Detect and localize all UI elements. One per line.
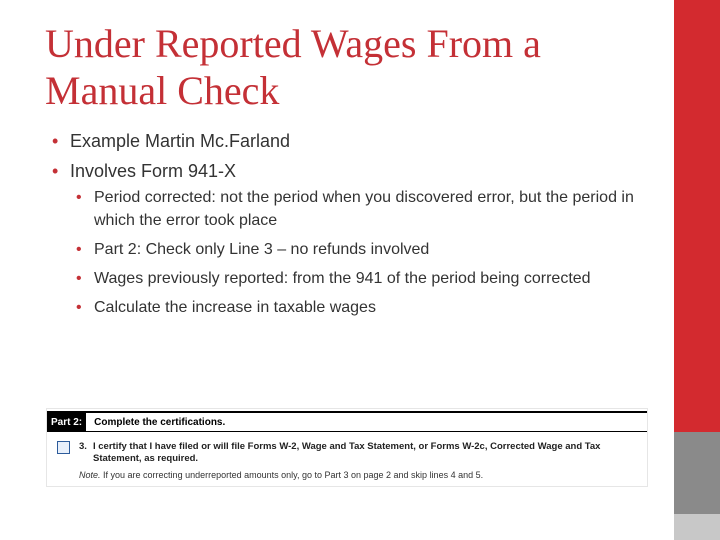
note-text: If you are correcting underreported amounts only, go to Part 3 on page 2 and skip lines 4 and 5. — [103, 470, 484, 480]
form-note — [79, 469, 639, 481]
bullet-list — [52, 130, 642, 327]
form-part-title: Complete the certifications. — [94, 416, 226, 428]
sub-bullet-item: • Wages previously reported: from the 941 of the period being corrected — [76, 267, 642, 290]
decorative-side-gray-block — [666, 432, 720, 514]
slide-title: Under Reported Wages From a Manual Check — [45, 21, 541, 113]
decorative-side-gap — [666, 0, 674, 540]
sub-bullet-item: • Calculate the increase in taxable wages — [76, 296, 642, 319]
bullet-text: Example Martin Mc.Farland — [70, 131, 291, 151]
bullet-item — [52, 130, 642, 152]
decorative-side-lightgray-block — [666, 514, 720, 540]
note-label: Note. — [79, 470, 101, 480]
sub-bullet-list — [70, 186, 642, 319]
sub-bullet-item: • Period corrected: not the period when you discovered error, but the period in which the error took place — [76, 186, 642, 232]
form-part-label: Part 2: — [47, 413, 86, 431]
sub-bullet-item: • Part 2: Check only Line 3 – no refunds involved — [76, 238, 642, 261]
certification-checkbox[interactable] — [57, 441, 70, 454]
certification-text: I certify that I have filed or will file Forms W-2, Wage and Tax Statement, or Forms W-2c, Corrected Wage and Tax Statement, as required. — [93, 441, 601, 464]
form-941x-excerpt — [46, 408, 648, 487]
bullet-item — [52, 160, 642, 319]
form-part-header — [47, 411, 647, 432]
line-number: 3. — [79, 441, 87, 452]
bullet-text: Involves Form 941-X — [70, 161, 237, 181]
